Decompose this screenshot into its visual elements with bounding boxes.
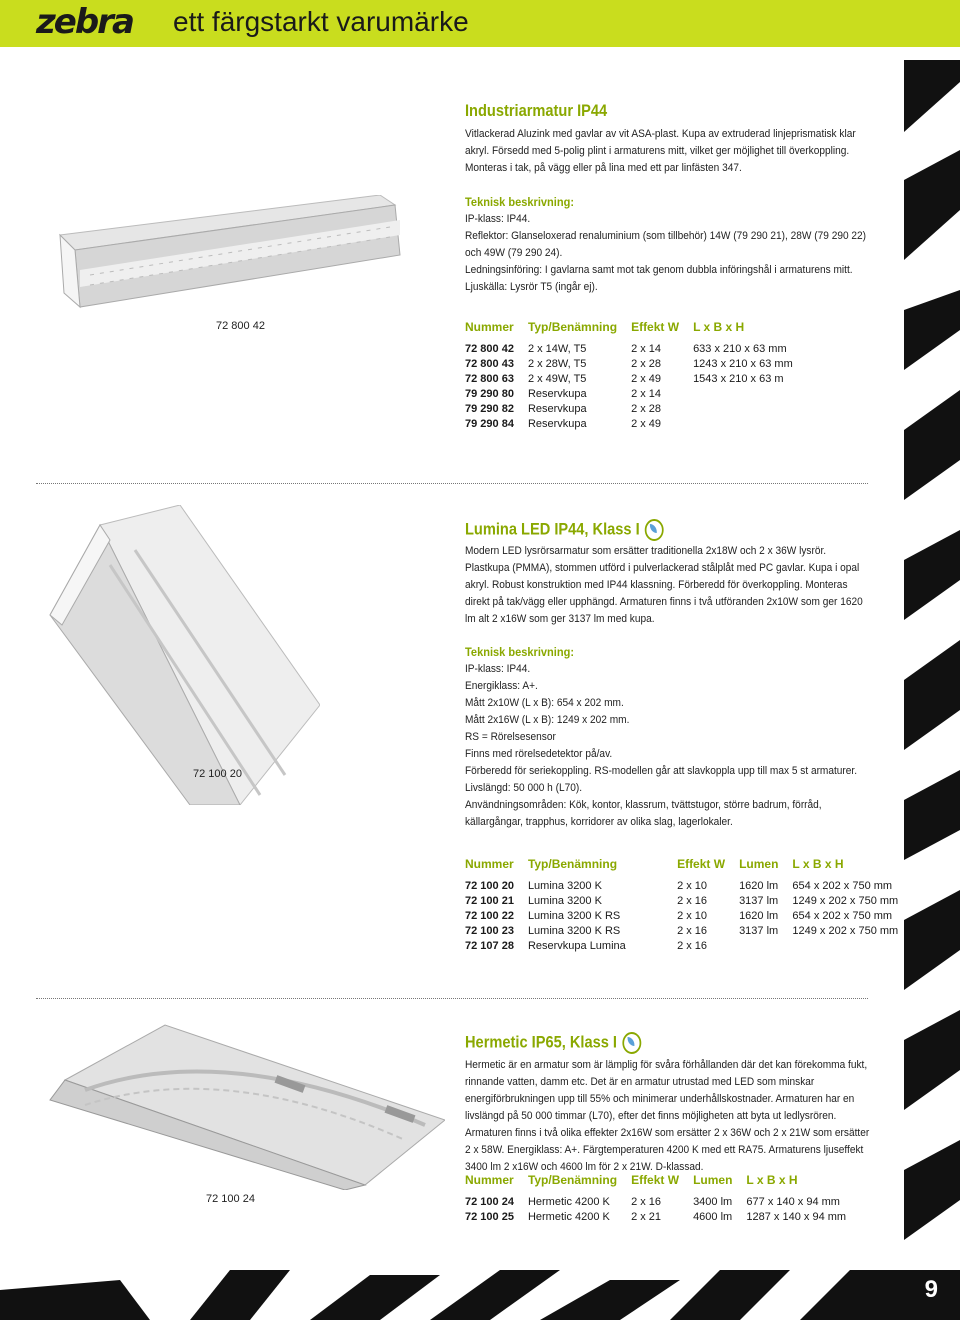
section-divider bbox=[36, 483, 868, 484]
table-row: 79 290 80 Reservkupa 2 x 14 bbox=[465, 388, 662, 400]
table-row: 72 800 43 2 x 28W, T5 2 x 28 1243 x 210 x 63 mm bbox=[465, 358, 793, 370]
table-row: 72 100 21 Lumina 3200 K 2 x 16 3137 lm 1249 x 202 x 750 mm bbox=[465, 895, 899, 907]
zebra-logo: zebra bbox=[36, 2, 133, 42]
article-number-label: 72 100 20 bbox=[193, 768, 242, 780]
product-table: Nummer Typ/Benämning Effekt W Lumen L x B x H 72 100 24 Hermetic 4200 K 2 x 16 3400 lm 677 x 140 x 94 mm 72 100 25 Hermetic 4200 K 2 x 21 4600 lm 1287 x 140 x 94 mm bbox=[465, 1173, 860, 1225]
section-divider bbox=[36, 998, 868, 999]
page-header bbox=[0, 0, 960, 47]
section-title: Lumina LED IP44, Klass I bbox=[465, 519, 664, 541]
table-row: 72 107 28 Reservkupa Lumina 2 x 16 bbox=[465, 940, 708, 952]
section-title: Hermetic IP65, Klass I bbox=[465, 1032, 641, 1054]
section-description: Vitlackerad Aluzink med gavlar av vit ASA-plast. Kupa av extruderad linjeprismatisk klar akryl. Försedd med 5-polig plint i armaturens mitt, vilket ger möjlighet till överkoppling. Monteras i tak, på vägg eller på lina med ett par linfästen 347. bbox=[465, 128, 856, 174]
zebra-stripes-decoration bbox=[904, 60, 960, 1290]
table-row: 72 100 23 Lumina 3200 K RS 2 x 16 3137 lm 1249 x 202 x 750 mm bbox=[465, 925, 899, 937]
eco-icon bbox=[645, 519, 664, 541]
article-number-label: 72 800 42 bbox=[216, 320, 265, 332]
bottom-zebra-band bbox=[0, 1270, 960, 1320]
table-row: 72 100 20 Lumina 3200 K 2 x 10 1620 lm 654 x 202 x 750 mm bbox=[465, 880, 893, 892]
article-number-label: 72 100 24 bbox=[206, 1193, 255, 1205]
section-description: Hermetic är en armatur som är lämplig för svåra förhållanden där det kan förekomma fukt, rinnande vatten, damm etc. Det är en armatur utrustad med LED som minskar energiförbrukningen upp till 55% och minimerar underhållskostnader. Armaturen har en livslängd på 50 000 timmar (L70), efter det finns möjligheten att byta ut ledlysrören. Armaturen finns i två olika effekter 2x16W som ersätter 2 x 36W och 2 x 21W som ersätter 2 x 58W. Energiklass: A+. Färgtemperaturen 4200 K med ett RA75. Armaturens ljuseffekt 3400 lm 2 x16W och 4600 lm för 2 x 21W. D-klassad. bbox=[465, 1059, 870, 1173]
lumina-product-image bbox=[40, 505, 320, 805]
tagline: ett färgstarkt varumärke bbox=[173, 6, 469, 37]
spec-heading: Teknisk beskrivning: bbox=[465, 195, 575, 209]
industriarmatur-product-image bbox=[50, 195, 420, 315]
eco-icon bbox=[622, 1032, 641, 1054]
page-number: 9 bbox=[924, 1276, 938, 1303]
table-row: 79 290 84 Reservkupa 2 x 49 bbox=[465, 418, 662, 430]
table-row: 72 100 24 Hermetic 4200 K 2 x 16 3400 lm 677 x 140 x 94 mm bbox=[465, 1196, 840, 1208]
section-description: Modern LED lysrörsarmatur som ersätter traditionella 2x18W och 2 x 36W lysrör. Plastkupa (PMMA), stommen utförd i pulverlackerad stålplåt med PC gavlar. Kupa i opal akryl. Robust konstruktion med IP44 klassning. Förberedd för överkoppling. Monteras direkt på tak/vägg eller upphängd. Armaturen finns i två utföranden 2x10W som ger 1620 lm alt 2 x16W som ger 3137 lm med kupa. bbox=[465, 545, 863, 625]
section-title: Industriarmatur IP44 bbox=[465, 101, 608, 120]
table-row: 72 100 22 Lumina 3200 K RS 2 x 10 1620 lm 654 x 202 x 750 mm bbox=[465, 910, 893, 922]
table-row: 72 800 42 2 x 14W, T5 2 x 14 633 x 210 x 63 mm bbox=[465, 343, 787, 355]
technical-spec: Teknisk beskrivning: IP-klass: IP44. Reflektor: Glanseloxerad renaluminium (som tillbehör) 14W (79 290 21), 28W (79 290 22) och 49W (79 290 24). Ledningsinföring: I gavlarna samt mot tak genom dubbla införingshål i armaturens mitt. Ljuskälla: Lysrör T5 (ingår ej). bbox=[465, 194, 870, 296]
spec-heading: Teknisk beskrivning: bbox=[465, 645, 575, 659]
table-row: 72 800 63 2 x 49W, T5 2 x 49 1543 x 210 x 63 m bbox=[465, 373, 784, 385]
table-row: 79 290 82 Reservkupa 2 x 28 bbox=[465, 403, 662, 415]
hermetic-product-image bbox=[45, 1020, 445, 1190]
technical-spec: Teknisk beskrivning: IP-klass: IP44. Energiklass: A+. Mått 2x10W (L x B): 654 x 202 mm. Mått 2x16W (L x B): 1249 x 202 mm. RS = Rörelsesensor Finns med rörelsedetektor på/av. Förberedd för seriekoppling. RS-modellen går att slavkoppla upp till max 5 st armaturer. Livslängd: 50 000 h (L70). Användningsområden: Kök, kontor, klassrum, tvättstugor, större badrum, förråd, källargångar, trapphus, korridorer av olika slag, lagerlokaler. bbox=[465, 644, 870, 831]
table-row: 72 100 25 Hermetic 4200 K 2 x 21 4600 lm 1287 x 140 x 94 mm bbox=[465, 1211, 847, 1223]
product-table: Nummer Typ/Benämning Effekt W L x B x H 72 800 42 2 x 14W, T5 2 x 14 633 x 210 x 63 mm 72 800 43 2 x 28W, T5 2 x 28 1243 x 210 x 63 mm 72 800 63 2 x 49W, T5 2 x 49 1543 x 210 x 63 m 79 290 80 Reservkupa 2 x 14 79 290 82 Reservkupa 2 x 28 79 290 84 Reservkupa 2 x 49 bbox=[465, 320, 807, 432]
product-table: Nummer Typ/Benämning Effekt W Lumen L x B x H 72 100 20 Lumina 3200 K 2 x 10 1620 lm 654 x 202 x 750 mm 72 100 21 Lumina 3200 K 2 x 16 3137 lm 1249 x 202 x 750 mm 72 100 22 Lumina 3200 K RS 2 x 10 1620 lm 654 x 202 x 750 mm 72 100 23 Lumina 3200 K RS 2 x 16 3137 lm 1249 x 202 x 750 mm 72 107 28 Reservkupa Lumina 2 x 16 bbox=[465, 857, 912, 954]
